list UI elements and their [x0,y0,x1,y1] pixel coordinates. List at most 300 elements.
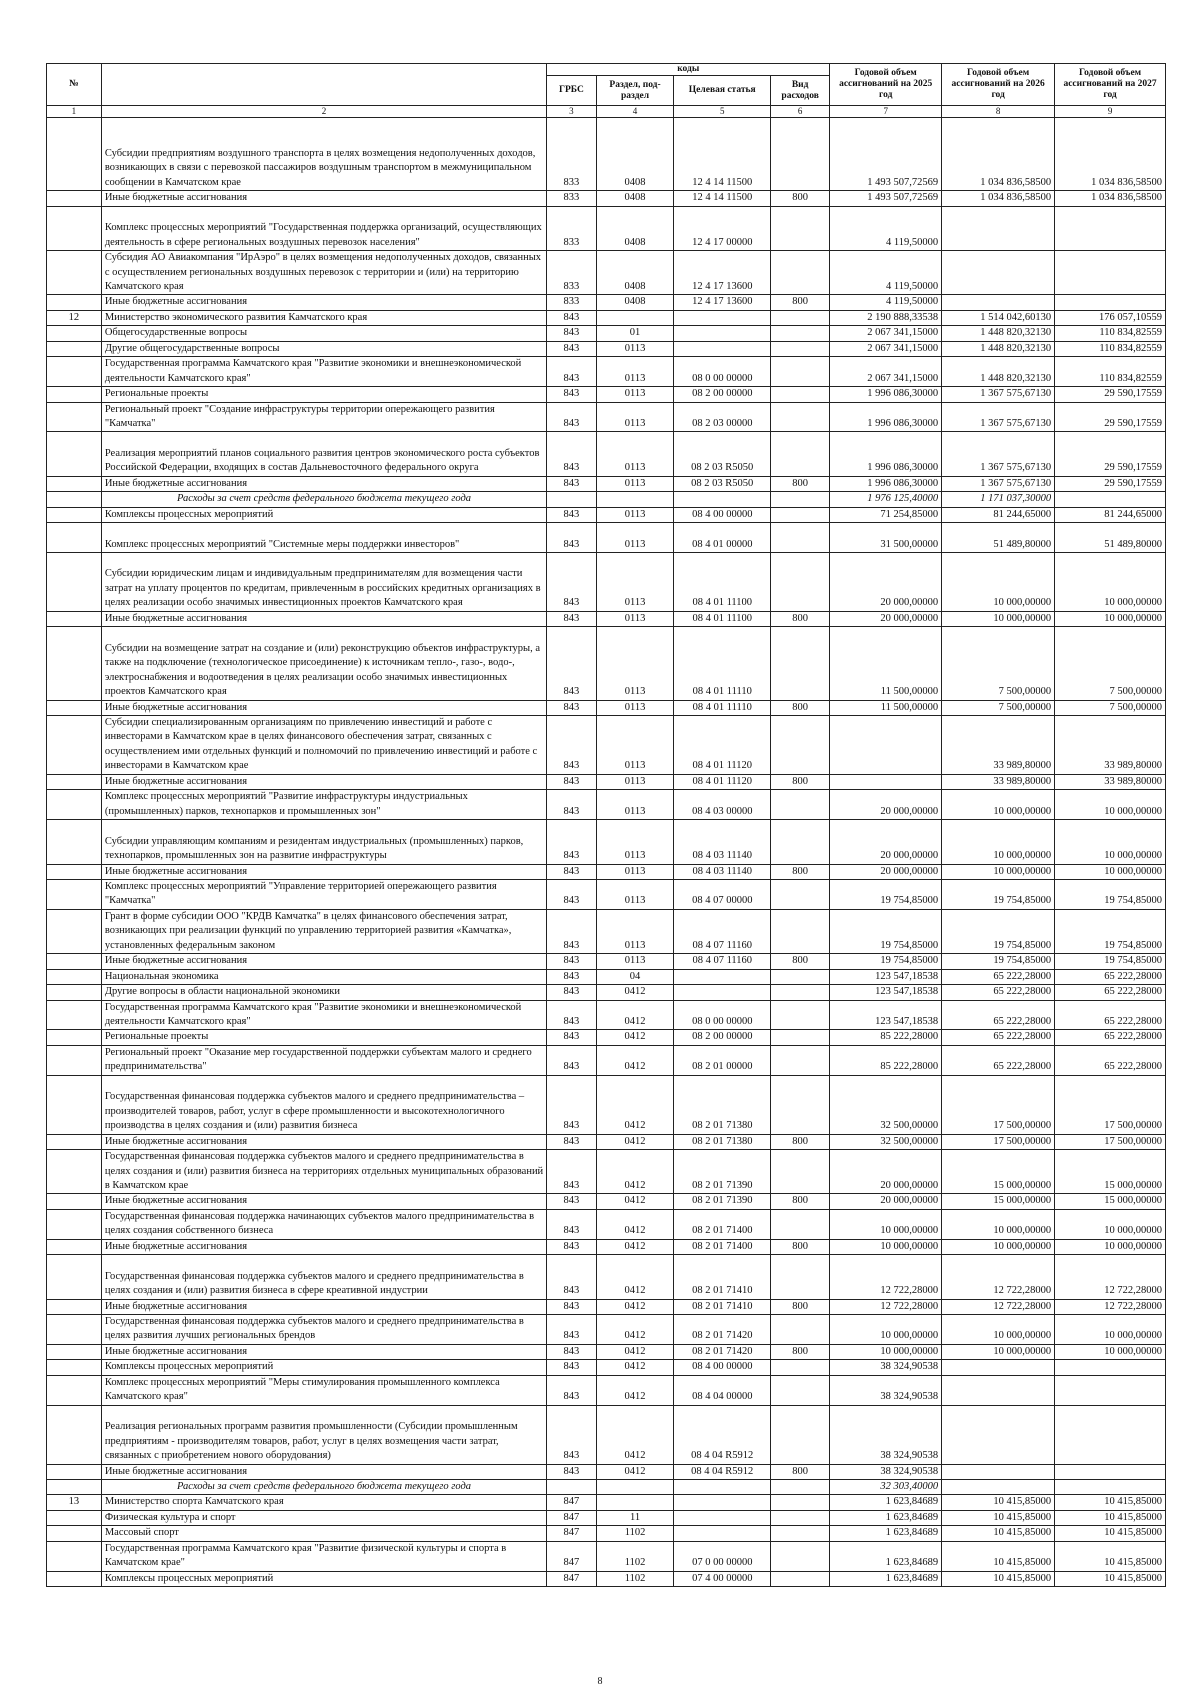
budget-table-sheet [46,63,1166,1587]
row-grbs: 843 [547,507,596,522]
row-expense-type [771,492,830,507]
row-expense-type: 800 [771,1194,830,1209]
row-amount-2027: 10 000,00000 [1055,611,1166,626]
row-target-article: 08 2 01 71390 [674,1194,771,1209]
table-row [47,1150,1166,1194]
table-row [47,1075,1166,1134]
header-codes: коды [547,64,830,76]
row-expense-type: 800 [771,700,830,715]
row-number [47,611,102,626]
row-section: 0113 [596,790,674,820]
row-number [47,1571,102,1586]
row-grbs: 843 [547,1000,596,1030]
row-amount-2026: 19 754,85000 [942,909,1055,953]
table-row [47,476,1166,491]
row-amount-2025: 38 324,90538 [830,1360,942,1375]
row-expense-type [771,1030,830,1045]
row-expense-type [771,206,830,250]
row-grbs: 847 [547,1571,596,1586]
row-amount-2027: 110 834,82559 [1055,341,1166,356]
row-target-article: 08 4 03 11140 [674,820,771,864]
row-expense-type: 800 [771,611,830,626]
table-row [47,387,1166,402]
row-grbs: 843 [547,1405,596,1464]
row-section: 0408 [596,251,674,295]
row-amount-2025: 20 000,00000 [830,1194,942,1209]
row-description: Другие вопросы в области национальной экономики [101,985,546,1000]
row-amount-2025: 11 500,00000 [830,627,942,700]
row-target-article: 12 4 17 00000 [674,206,771,250]
row-expense-type [771,1075,830,1134]
row-section: 0113 [596,700,674,715]
row-amount-2027 [1055,1405,1166,1464]
row-section: 0113 [596,879,674,909]
row-number [47,1464,102,1479]
row-amount-2025: 10 000,00000 [830,1344,942,1359]
table-row [47,523,1166,553]
row-target-article [674,1510,771,1525]
colnum: 5 [674,106,771,118]
header-target-article: Целевая статья [674,76,771,106]
row-number [47,954,102,969]
row-description: Иные бюджетные ассигнования [101,1299,546,1314]
row-expense-type: 800 [771,1464,830,1479]
budget-table [46,63,1166,1587]
row-target-article: 08 2 03 R5050 [674,432,771,476]
row-amount-2025: 4 119,50000 [830,251,942,295]
table-row [47,357,1166,387]
header-2027: Годовой объем ассигнований на 2027 год [1055,64,1166,106]
row-amount-2027: 10 000,00000 [1055,1315,1166,1345]
row-number [47,341,102,356]
table-row [47,432,1166,476]
row-amount-2027: 33 989,80000 [1055,716,1166,775]
row-grbs: 843 [547,1075,596,1134]
header-description [101,64,546,106]
row-amount-2025: 1 493 507,72569 [830,191,942,206]
row-number [47,523,102,553]
row-description: Государственная финансовая поддержка субъектов малого и среднего предпринимательства – производителей товаров, работ, услуг в сфере промышленности и высокотехнологичного производства в целях создания и (или) развития бизнеса [101,1075,546,1134]
table-row [47,507,1166,522]
row-grbs: 843 [547,954,596,969]
row-number [47,1405,102,1464]
row-section: 1102 [596,1526,674,1541]
row-description: Субсидия АО Авиакомпания "ИрАэро" в целях возмещения недополученных доходов, связанных с осуществлением региональных воздушных перевозок с территории и (или) на территорию Камчатского края [101,251,546,295]
row-amount-2025: 20 000,00000 [830,611,942,626]
row-section: 0408 [596,118,674,191]
row-amount-2027: 29 590,17559 [1055,432,1166,476]
row-amount-2025: 1 996 086,30000 [830,476,942,491]
row-expense-type [771,1510,830,1525]
row-target-article: 08 4 01 11120 [674,774,771,789]
row-amount-2027: 7 500,00000 [1055,627,1166,700]
row-description: Комплексы процессных мероприятий [101,1571,546,1586]
row-grbs [547,1479,596,1494]
row-description: Иные бюджетные ассигнования [101,191,546,206]
table-row [47,985,1166,1000]
row-number [47,1209,102,1239]
row-amount-2026 [942,1405,1055,1464]
row-amount-2027: 65 222,28000 [1055,1045,1166,1075]
row-description: Региональный проект "Оказание мер государственной поддержки субъектам малого и среднего предпринимательства" [101,1045,546,1075]
row-amount-2027: 110 834,82559 [1055,357,1166,387]
row-target-article: 08 4 01 00000 [674,523,771,553]
row-number [47,790,102,820]
row-expense-type [771,1000,830,1030]
row-description: Физическая культура и спорт [101,1510,546,1525]
row-grbs: 833 [547,118,596,191]
row-grbs: 843 [547,310,596,325]
row-grbs: 843 [547,969,596,984]
row-description: Иные бюджетные ассигнования [101,1344,546,1359]
row-target-article: 08 2 01 71380 [674,1134,771,1149]
row-number [47,1134,102,1149]
table-row [47,1000,1166,1030]
row-amount-2025: 2 067 341,15000 [830,357,942,387]
row-grbs: 843 [547,716,596,775]
row-amount-2026: 10 000,00000 [942,864,1055,879]
row-amount-2027 [1055,206,1166,250]
row-grbs: 843 [547,476,596,491]
row-amount-2025: 32 303,40000 [830,1479,942,1494]
row-amount-2026: 65 222,28000 [942,985,1055,1000]
row-number [47,1030,102,1045]
row-amount-2026: 10 415,85000 [942,1541,1055,1571]
row-grbs: 843 [547,985,596,1000]
row-amount-2027: 12 722,28000 [1055,1255,1166,1299]
row-number [47,909,102,953]
row-section: 0412 [596,1239,674,1254]
row-section: 0412 [596,1299,674,1314]
row-amount-2025: 4 119,50000 [830,295,942,310]
row-expense-type: 800 [771,1134,830,1149]
row-grbs: 843 [547,864,596,879]
row-amount-2027: 19 754,85000 [1055,879,1166,909]
table-row [47,879,1166,909]
colnum: 1 [47,106,102,118]
row-target-article: 08 2 00 00000 [674,387,771,402]
table-row [47,1194,1166,1209]
table-row [47,295,1166,310]
row-grbs: 833 [547,295,596,310]
row-expense-type [771,969,830,984]
row-target-article [674,1479,771,1494]
row-number [47,1479,102,1494]
row-number [47,716,102,775]
row-description: Иные бюджетные ассигнования [101,774,546,789]
row-grbs: 843 [547,1045,596,1075]
row-section: 0412 [596,1375,674,1405]
row-section: 0412 [596,1000,674,1030]
row-expense-type [771,1495,830,1510]
row-expense-type: 800 [771,1239,830,1254]
row-target-article: 08 4 07 11160 [674,909,771,953]
row-grbs: 843 [547,820,596,864]
row-amount-2027: 110 834,82559 [1055,326,1166,341]
row-amount-2025: 38 324,90538 [830,1464,942,1479]
row-amount-2027 [1055,492,1166,507]
row-grbs: 847 [547,1495,596,1510]
row-description: Комплекс процессных мероприятий "Меры стимулирования промышленного комплекса Камчатского края" [101,1375,546,1405]
row-section: 0113 [596,954,674,969]
row-amount-2025: 2 067 341,15000 [830,326,942,341]
table-row [47,1571,1166,1586]
row-number [47,1299,102,1314]
row-number: 13 [47,1495,102,1510]
row-description: Министерство спорта Камчатского края [101,1495,546,1510]
row-grbs: 843 [547,1194,596,1209]
row-amount-2025: 11 500,00000 [830,700,942,715]
row-expense-type: 800 [771,954,830,969]
row-grbs: 843 [547,1255,596,1299]
row-expense-type [771,820,830,864]
row-amount-2025: 1 623,84689 [830,1541,942,1571]
row-amount-2026: 10 415,85000 [942,1495,1055,1510]
row-target-article: 08 2 01 71390 [674,1150,771,1194]
row-amount-2026: 51 489,80000 [942,523,1055,553]
row-expense-type [771,1405,830,1464]
row-amount-2026: 65 222,28000 [942,1000,1055,1030]
row-grbs: 843 [547,1360,596,1375]
row-amount-2026: 81 244,65000 [942,507,1055,522]
table-row [47,716,1166,775]
row-section: 0113 [596,523,674,553]
row-section: 0412 [596,1344,674,1359]
row-expense-type [771,1315,830,1345]
table-row [47,774,1166,789]
row-amount-2027: 10 415,85000 [1055,1541,1166,1571]
row-description: Региональные проекты [101,387,546,402]
row-grbs: 843 [547,357,596,387]
row-amount-2027: 19 754,85000 [1055,954,1166,969]
row-amount-2025: 1 996 086,30000 [830,402,942,432]
row-amount-2026: 7 500,00000 [942,627,1055,700]
row-section: 0412 [596,1209,674,1239]
row-amount-2027: 65 222,28000 [1055,969,1166,984]
row-amount-2025: 123 547,18538 [830,969,942,984]
row-amount-2027: 19 754,85000 [1055,909,1166,953]
row-description: Государственная финансовая поддержка субъектов малого и среднего предпринимательства в целях создания и (или) развития бизнеса в сфере креативной индустрии [101,1255,546,1299]
header-number: № [47,64,102,106]
row-number [47,432,102,476]
row-target-article: 08 2 01 71420 [674,1344,771,1359]
table-row [47,1255,1166,1299]
row-number [47,1000,102,1030]
row-expense-type [771,553,830,612]
column-numbers-row [47,106,1166,118]
row-grbs: 843 [547,1239,596,1254]
row-expense-type [771,1526,830,1541]
row-number [47,1315,102,1345]
row-expense-type [771,357,830,387]
row-expense-type [771,1209,830,1239]
row-number [47,206,102,250]
row-section [596,1495,674,1510]
row-amount-2027: 176 057,10559 [1055,310,1166,325]
row-amount-2025: 1 493 507,72569 [830,118,942,191]
table-row [47,553,1166,612]
row-target-article: 08 2 03 R5050 [674,476,771,491]
row-amount-2025: 38 324,90538 [830,1375,942,1405]
row-number [47,402,102,432]
row-target-article: 08 0 00 00000 [674,357,771,387]
row-expense-type [771,1255,830,1299]
row-target-article: 08 2 01 71420 [674,1315,771,1345]
row-amount-2027: 15 000,00000 [1055,1150,1166,1194]
row-section: 0113 [596,553,674,612]
row-expense-type [771,909,830,953]
row-amount-2025: 1 996 086,30000 [830,387,942,402]
row-section: 01 [596,326,674,341]
row-section: 0412 [596,1405,674,1464]
row-number [47,1510,102,1525]
table-header [47,64,1166,118]
row-description: Государственная программа Камчатского края "Развитие экономики и внешнеэкономической деятельности Камчатского края" [101,1000,546,1030]
row-section: 0113 [596,611,674,626]
row-expense-type [771,402,830,432]
row-amount-2025: 20 000,00000 [830,820,942,864]
row-amount-2026: 10 000,00000 [942,1209,1055,1239]
row-description: Национальная экономика [101,969,546,984]
row-target-article: 07 0 00 00000 [674,1541,771,1571]
row-grbs: 833 [547,191,596,206]
row-target-article: 08 4 04 R5912 [674,1464,771,1479]
row-amount-2025: 19 754,85000 [830,954,942,969]
row-description: Региональные проекты [101,1030,546,1045]
row-amount-2026: 7 500,00000 [942,700,1055,715]
row-description: Иные бюджетные ассигнования [101,1194,546,1209]
row-amount-2025: 32 500,00000 [830,1134,942,1149]
row-amount-2025: 19 754,85000 [830,909,942,953]
colnum: 4 [596,106,674,118]
row-section: 0113 [596,774,674,789]
row-description: Государственная финансовая поддержка субъектов малого и среднего предпринимательства в целях развития лучших региональных брендов [101,1315,546,1345]
row-target-article: 08 2 01 71410 [674,1299,771,1314]
colnum: 3 [547,106,596,118]
row-amount-2025: 85 222,28000 [830,1030,942,1045]
header-section: Раздел, под-раздел [596,76,674,106]
row-amount-2025: 38 324,90538 [830,1405,942,1464]
row-section: 0113 [596,402,674,432]
row-amount-2025: 1 996 086,30000 [830,432,942,476]
table-row [47,1315,1166,1345]
row-number [47,820,102,864]
federal-budget-row [47,1479,1166,1494]
row-amount-2027: 10 000,00000 [1055,1239,1166,1254]
row-amount-2027: 65 222,28000 [1055,985,1166,1000]
row-target-article: 08 4 00 00000 [674,507,771,522]
row-target-article [674,1495,771,1510]
row-amount-2025: 20 000,00000 [830,553,942,612]
row-amount-2026: 33 989,80000 [942,716,1055,775]
row-amount-2025: 10 000,00000 [830,1239,942,1254]
table-row [47,954,1166,969]
row-section: 0412 [596,1255,674,1299]
row-target-article: 08 0 00 00000 [674,1000,771,1030]
row-number [47,1344,102,1359]
row-grbs: 843 [547,627,596,700]
row-amount-2027: 17 500,00000 [1055,1134,1166,1149]
row-number [47,1360,102,1375]
row-amount-2026: 10 000,00000 [942,790,1055,820]
table-row [47,402,1166,432]
row-section: 0408 [596,191,674,206]
table-row [47,1209,1166,1239]
row-section: 04 [596,969,674,984]
row-expense-type: 800 [771,191,830,206]
row-amount-2027: 10 000,00000 [1055,553,1166,612]
row-amount-2025: 20 000,00000 [830,790,942,820]
row-description: Иные бюджетные ассигнования [101,476,546,491]
row-grbs: 847 [547,1526,596,1541]
row-expense-type [771,251,830,295]
row-target-article: 12 4 17 13600 [674,295,771,310]
row-expense-type [771,118,830,191]
row-section: 1102 [596,1541,674,1571]
row-number [47,118,102,191]
row-amount-2026: 19 754,85000 [942,954,1055,969]
row-amount-2026: 12 722,28000 [942,1255,1055,1299]
row-number [47,1150,102,1194]
header-2026: Годовой объем ассигнований на 2026 год [942,64,1055,106]
row-number [47,1075,102,1134]
row-amount-2027: 10 415,85000 [1055,1510,1166,1525]
row-amount-2027: 51 489,80000 [1055,523,1166,553]
table-row [47,1495,1166,1510]
row-amount-2027: 7 500,00000 [1055,700,1166,715]
row-amount-2027: 29 590,17559 [1055,402,1166,432]
row-description: Комплексы процессных мероприятий [101,1360,546,1375]
row-grbs: 843 [547,387,596,402]
row-amount-2025 [830,716,942,775]
row-amount-2026 [942,206,1055,250]
row-target-article [674,341,771,356]
row-amount-2026: 15 000,00000 [942,1194,1055,1209]
header-expense-type: Вид расходов [771,76,830,106]
row-amount-2026 [942,1479,1055,1494]
table-row [47,1510,1166,1525]
row-amount-2025: 4 119,50000 [830,206,942,250]
row-amount-2027: 12 722,28000 [1055,1299,1166,1314]
table-row [47,118,1166,191]
row-expense-type [771,326,830,341]
row-section: 0113 [596,341,674,356]
row-section: 0113 [596,716,674,775]
row-section: 0412 [596,1150,674,1194]
table-row [47,206,1166,250]
row-number [47,553,102,612]
row-amount-2026: 17 500,00000 [942,1134,1055,1149]
row-number [47,1541,102,1571]
row-target-article [674,1526,771,1541]
row-amount-2025: 12 722,28000 [830,1299,942,1314]
row-amount-2026: 10 000,00000 [942,1344,1055,1359]
row-description: Расходы за счет средств федерального бюджета текущего года [101,492,546,507]
row-number [47,1526,102,1541]
row-target-article: 08 4 01 11100 [674,611,771,626]
row-number [47,627,102,700]
row-amount-2025: 1 976 125,40000 [830,492,942,507]
table-body [47,118,1166,1587]
table-row [47,1375,1166,1405]
header-2025: Годовой объем ассигнований на 2025 год [830,64,942,106]
row-description: Массовый спорт [101,1526,546,1541]
row-description: Реализация мероприятий планов социального развития центров экономического роста субъектов Российской Федерации, входящих в состав Дальневосточного федерального округа [101,432,546,476]
row-amount-2027: 1 034 836,58500 [1055,191,1166,206]
row-amount-2025: 1 623,84689 [830,1495,942,1510]
row-description: Государственная программа Камчатского края "Развитие физической культуры и спорта в Камчатском крае" [101,1541,546,1571]
row-amount-2025: 10 000,00000 [830,1209,942,1239]
